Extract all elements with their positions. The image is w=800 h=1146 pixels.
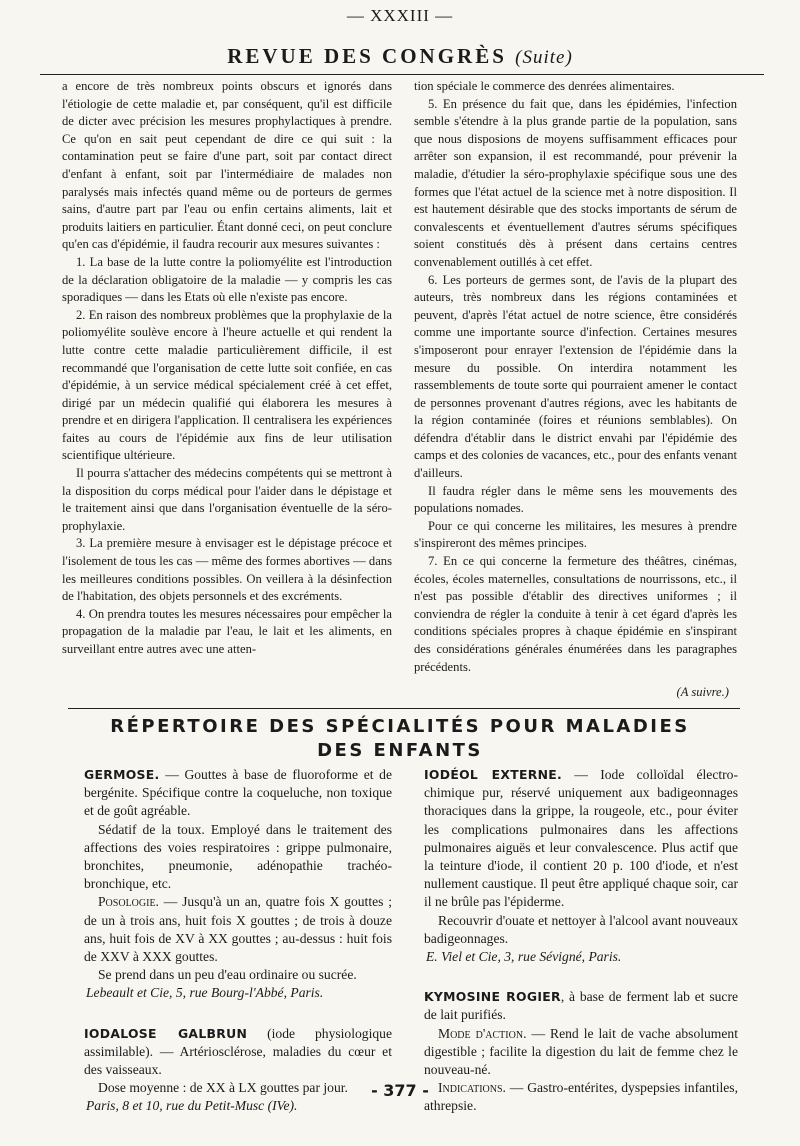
paragraph: 6. Les porteurs de germes sont, de l'avis de la plupart des auteurs, très nombreux dans les régions contaminées et peuvent, d'après l'état actuel de notre science, être considérés comme une importante source d'infection. Certaines mesures s'imposeront pour enrayer l'extension de l'épidémie dans la mesure du possible. On interdira notamment les rassemblements de toute sorte qui pourraient amener le contact de personnes provenant d'autres régions, avec les habitants de la région contaminée (foires et réunions semblables). On défendra d'établir dans le district envahi par l'épidémie des camps et des colonies de vacances, etc., pour des enfants venant d'ailleurs. — [414, 272, 737, 481]
product-description: (iode physiologique assimilable). — Artériosclérose, maladies du cœur et des vaisseaux. — [84, 1025, 393, 1078]
entry-germose — [84, 766, 392, 1003]
entry-iodalose — [84, 1025, 392, 1116]
section-title-text: REVUE DES CONGRÈS — [227, 44, 507, 68]
left-text-column — [62, 78, 392, 659]
paragraph: tion spéciale le commerce des denrées alimentaires. — [414, 79, 675, 93]
page-number: - 377 - — [371, 1081, 429, 1100]
section-title — [0, 44, 800, 69]
paragraph: Dose moyenne : de XX à LX gouttes par jour. — [98, 1080, 348, 1096]
manufacturer-address: E. Viel et Cie, 3, rue Sévigné, Paris. — [426, 949, 622, 965]
manufacturer-address: Paris, 8 et 10, rue du Petit-Musc (IVe). — [86, 1098, 298, 1114]
repertoire-title-line2: DES ENFANTS — [317, 740, 483, 761]
paragraph: 7. En ce qui concerne la fermeture des théâtres, cinémas, écoles, écoles maternelles, consultations de nourrissons, etc., il n'est pas possible d'établir des directives uniformes ; il conviendra de régler la conduite à tenir à cet égard d'après les conditions spéciales propres à chaque épidémie en s'inspirant des considérations générales énumérées dans les paragraphes précédents. — [414, 554, 737, 674]
paragraph: Se prend dans un peu d'eau ordinaire ou sucrée. — [98, 967, 357, 983]
roman-page-numeral: — XXXIII — — [346, 6, 454, 25]
entry-iodeol — [424, 766, 738, 966]
product-name: IODÉOL EXTERNE. — [424, 767, 563, 782]
manufacturer-address: Lebeault et Cie, 5, rue Bourg-l'Abbé, Paris. — [86, 985, 324, 1001]
header-rule — [40, 74, 764, 75]
paragraph: a encore de très nombreux points obscurs et ignorés dans l'étiologie de cette maladie et, par conséquent, qu'il est difficile de dicter avec précision les mesures prophylactiques à prendre. Ce qu'on en sait peut cependant de dire ce qui suit : la contamination peut se faire d'une part, soit par contact direct d'enfant à enfant, soit par l'intermédiaire de malades non paralysés mais infectés quand même ou de porteurs de germes sains, d'autre part par l'eau ou enfin certains aliments, lait et produits laitiers en particulier. Étant donné ceci, on peut conclure qu'en cas d'épidémie, il faudra recourir aux mesures suivantes : — [62, 79, 392, 252]
product-name: KYMOSINE ROGIER — [424, 989, 561, 1005]
section-divider — [68, 708, 740, 709]
product-name: GERMOSE. — [84, 767, 160, 782]
paragraph: 1. La base de la lutte contre la poliomyélite est l'introduction de la déclaration obligatoire de la maladie — y compris les cas sporadiques — dans les Etats où elle n'existe pas encore. — [62, 254, 392, 305]
paragraph: Il faudra régler dans le même sens les mouvements des populations nomades. — [414, 483, 737, 516]
paragraph: 3. La première mesure à envisager est le dépistage précoce et l'isolement de tous les cas — même des formes abortives — dans les meilleures conditions possibles. On veillera à la désinfection de l'habitation, des objets personnels et des excréments. — [62, 536, 392, 604]
paragraph: Il pourra s'attacher des médecins compétents qui se mettront à la disposition du corps médical pour l'aider dans le dépistage et le traitement ainsi que dans l'organisation éventuelle de la séro-prophylaxie. — [62, 466, 392, 533]
paragraph: 5. En présence du fait que, dans les épidémies, l'infection semble s'étendre à la plus grande partie de la population, sans que nous disposions de moyens suffisamment efficaces pour arrêter son expansion, il est recommandé, pour prévenir la maladie, d'étudier la séro-prophylaxie spécifique sous une des formes que l'état actuel de la science met à notre disposition. Il est hautement désirable que des stocks importants de sérum de convalescents et éventuellement d'autres sérums spécifiques soient constitués dès à présent dans certains centres convenablement outillés à cet effet. — [414, 96, 737, 269]
paragraph: Recouvrir d'ouate et nettoyer à l'alcool avant nouveaux badigeonnages. — [424, 912, 738, 946]
product-name: IODALOSE GALBRUN — [84, 1025, 248, 1041]
repertoire-title-line1: RÉPERTOIRE DES SPÉCIALITÉS POUR MALADIES — [110, 716, 690, 737]
paragraph: Sédatif de la toux. Employé dans le traitement des affections des voies respiratoires : grippe pulmonaire, bronchites, pneumonie, adénopathie trachéo-bronchique, etc. — [84, 821, 392, 892]
paragraph: 2. En raison des nombreux problèmes que la prophylaxie de la poliomyélite soulève encore à l'heure actuelle et qui rendent la lutte contre cette maladie particulièrement difficile, il est recommandé que l'organisation de cette lutte soit confiée, en cas d'épidémie, à un service médical spécialement créé à cet effet, dirigé par un médecin qualifié qui élaborera les mesures à prendre et en dirigera l'application. Il centralisera les expériences faites au cours de l'épidémie aux fins de leur utilisation scientifique ultérieure. — [62, 307, 392, 463]
right-text-column — [414, 78, 737, 702]
product-description: — Gouttes à base de fluoroforme et de bergénite. Spécifique contre la coqueluche, non toxique et de goût agréable. — [84, 767, 392, 819]
a-suivre-note: (A suivre.) — [676, 685, 729, 700]
posologie-text: — Jusqu'à un an, quatre fois X gouttes ; de un à trois ans, huit fois X gouttes ; de trois à douze ans, huit fois de XV à XX gouttes ; au-dessus : huit fois de XXV à XXX gouttes. — [84, 894, 392, 965]
product-description: — Iode colloïdal électro-chimique pur, réservé uniquement aux badigeonnages thoraciques dans la grippe, la rougeole, etc., pour éviter les complications pulmonaires dans les affections pulmonaires aiguës et leur convalescence. Plus actif que la teinture d'iode, il contient 20 p. 100 d'iode, et n'est nullement caustique. Il peut être appliqué chaque soir, car il ne brûle pas l'épiderme. — [424, 767, 738, 910]
indications-label: Indications. — [438, 1080, 506, 1096]
repertoire-title — [40, 715, 760, 763]
indications-text: — Gastro-entérites, dyspepsies infantiles, athrepsie. — [424, 1080, 738, 1114]
section-title-suite: (Suite) — [515, 47, 573, 68]
mode-action-text: — Rend le lait de vache absolument digestible ; facilite la digestion du lait de femme chez le nouveau-né. — [424, 1025, 738, 1078]
paragraph: 4. On prendra toutes les mesures nécessaires pour empêcher la propagation de la maladie par l'eau, le lait et les aliments, en surveillant entre autres avec une atten- — [62, 606, 392, 656]
product-description: , à base de ferment lab et sucre de lait purifiés. — [424, 989, 739, 1023]
mode-action-label: Mode d'action. — [438, 1025, 527, 1041]
paragraph: Pour ce qui concerne les militaires, les mesures à prendre s'inspireront des mêmes principes. — [414, 518, 737, 551]
posologie-label: Posologie. — [98, 894, 159, 910]
